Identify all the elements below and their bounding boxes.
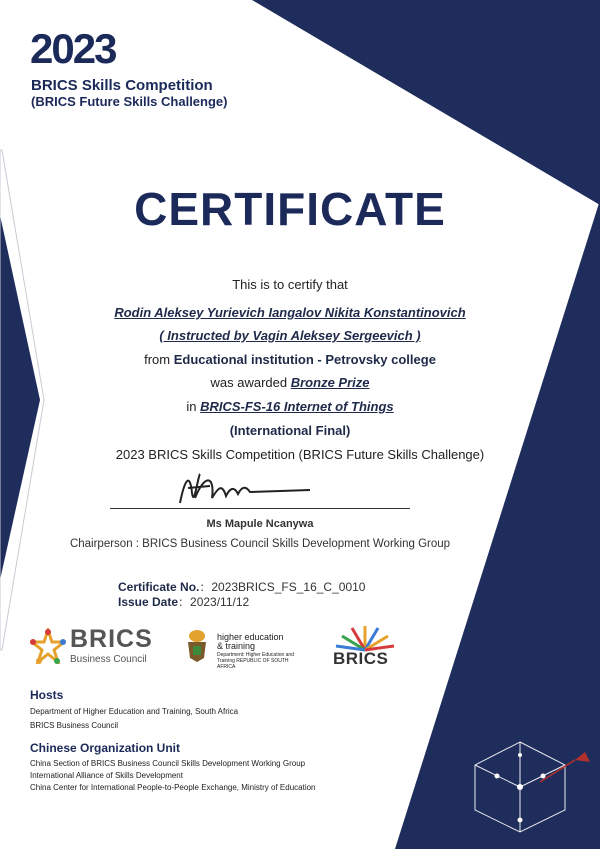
brics-bc-logo-text: BRICS [70, 625, 153, 653]
higher-education-line1: higher education [217, 632, 284, 642]
certificate-number [118, 580, 365, 595]
signature-line [110, 508, 410, 509]
host-item: Department of Higher Education and Training, South Africa [30, 707, 239, 716]
awarded-prefix: was awarded [210, 375, 288, 390]
signature-graphic [160, 468, 330, 510]
issue-value: ：2023/11/12 [178, 595, 250, 609]
stage-text: (International Final) [229, 423, 351, 438]
brics-bc-logo-sub: Business Council [70, 654, 147, 665]
brics-sun-rays-icon [330, 622, 400, 652]
signer-role: Chairperson : BRICS Business Council Skills Development Working Group [69, 538, 451, 550]
logo-year: 2023 [30, 25, 116, 72]
brics-logo-text: BRICS [333, 649, 389, 668]
issue-date [118, 595, 249, 610]
bottom-right-navy-shape [395, 200, 600, 849]
chinese-unit-item: China Center for International People-to-People Exchange, Ministry of Education [30, 783, 316, 792]
certificate-title: CERTIFICATE [134, 183, 446, 235]
higher-education-dept-text: Department: Higher Education and Training REPUBLIC OF SOUTH AFRICA [217, 652, 294, 670]
signer-name: Ms Mapule Ncanywa [206, 518, 314, 530]
prize-name: Bronze Prize [290, 375, 370, 390]
in-prefix: in [186, 399, 197, 414]
hosts-title: Hosts [30, 688, 64, 702]
issue-label: Issue Date [118, 595, 179, 609]
recipient-names: Rodin Aleksey Yurievich Iangalov Nikita Konstantinovich [114, 305, 466, 320]
recipient-names-line [40, 305, 540, 321]
left-navy-shape [0, 215, 40, 580]
instructor-line [40, 328, 540, 344]
competition-name: BRICS Skills Competition [31, 77, 213, 94]
competition-subtitle: (BRICS Future Skills Challenge) [31, 94, 228, 109]
cert-no-label: Certificate No. [118, 580, 200, 594]
competition-line: 2023 BRICS Skills Competition (BRICS Future Skills Challenge) [115, 447, 485, 462]
institution-line [40, 352, 540, 368]
south-africa-coat-of-arms-icon [182, 628, 212, 664]
certify-text: This is to certify that [232, 277, 348, 292]
chinese-unit-title: Chinese Organization Unit [30, 741, 181, 755]
institution-name: Educational institution - Petrovsky college [173, 352, 436, 367]
skill-line [40, 399, 540, 415]
top-right-navy-shape [252, 0, 600, 205]
from-prefix: from [144, 352, 174, 367]
chinese-unit-item: International Alliance of Skills Development [30, 771, 183, 780]
higher-education-line2: & training [217, 641, 256, 651]
instructor-name: ( Instructed by Vagin Aleksey Sergeevich ) [159, 328, 421, 343]
skill-name: BRICS-FS-16 Internet of Things [200, 399, 394, 414]
award-line [40, 375, 540, 391]
brics-business-council-icon [30, 628, 66, 664]
cert-no-value: ：2023BRICS_FS_16_C_0010 [199, 580, 366, 594]
chinese-unit-item: China Section of BRICS Business Council Skills Development Working Group [30, 759, 306, 768]
host-item: BRICS Business Council [30, 721, 119, 730]
